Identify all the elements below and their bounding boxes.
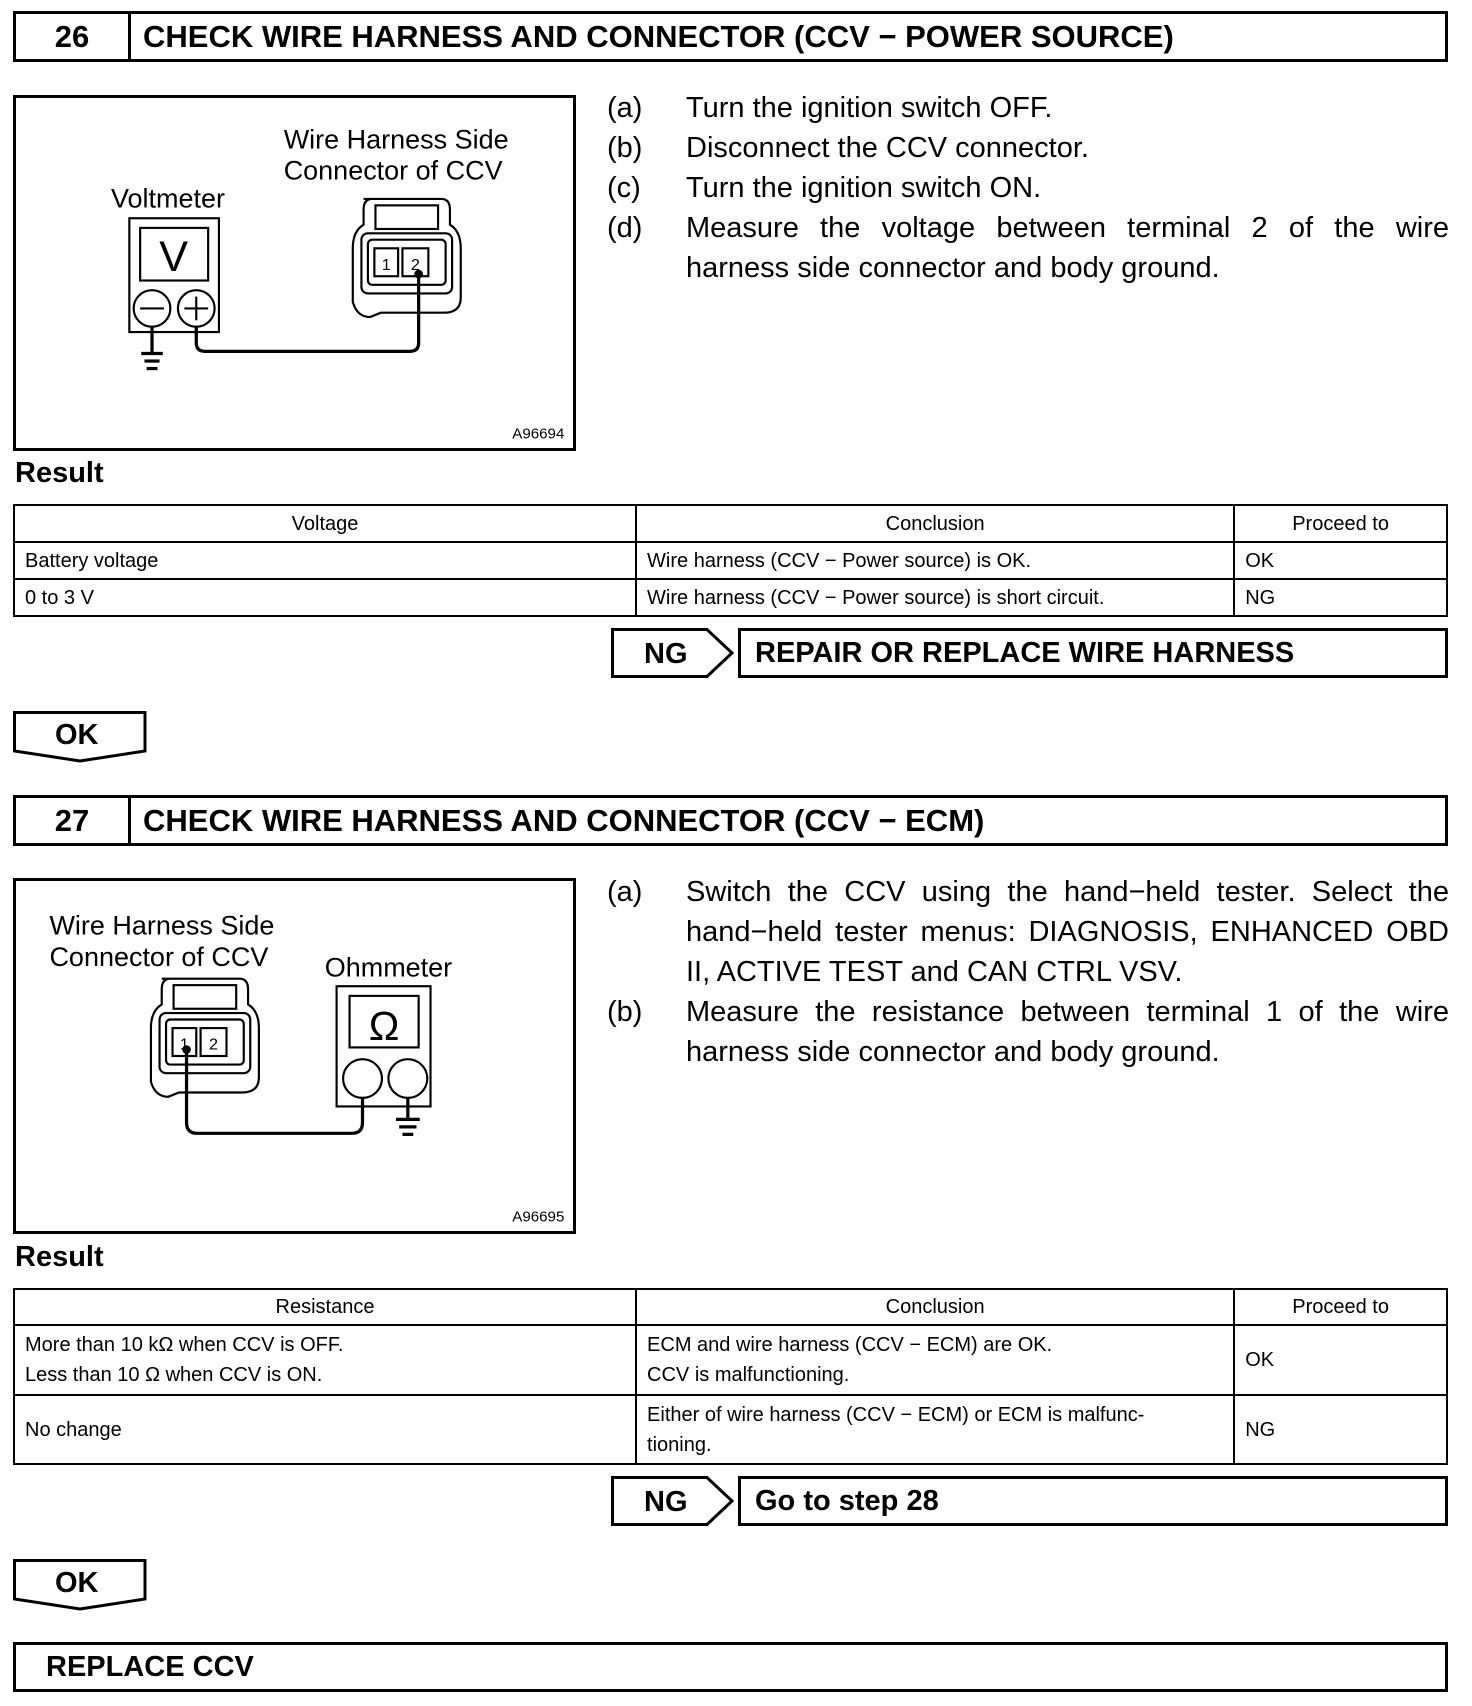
table-cell: 0 to 3 V xyxy=(14,579,636,616)
instruction-label: (b) xyxy=(607,132,643,164)
step-26-header xyxy=(13,11,1448,62)
pin-2-label: 2 xyxy=(410,255,420,274)
column-header: Conclusion xyxy=(636,505,1234,542)
column-header: Conclusion xyxy=(636,1289,1234,1325)
result-table xyxy=(13,504,1448,617)
step-number: 26 xyxy=(16,14,131,59)
table-cell: NG xyxy=(1234,579,1447,616)
ok-label: OK xyxy=(55,719,99,751)
ok-arrow-icon xyxy=(13,1559,149,1611)
table-cell xyxy=(636,1395,1234,1464)
ng-arrow-icon xyxy=(611,1476,736,1526)
connector-label-line1: Wire Harness Side xyxy=(49,910,275,941)
table-cell: OK xyxy=(1234,542,1447,579)
pin-1-label: 1 xyxy=(381,255,391,274)
ohmmeter-diagram xyxy=(13,878,576,1234)
table-cell: OK xyxy=(1234,1325,1447,1395)
result-heading: Result xyxy=(15,457,104,489)
ng-action-box: Go to step 28 xyxy=(738,1476,1448,1526)
connector-label-line2: Connector of CCV xyxy=(283,155,503,186)
connector-label-line2: Connector of CCV xyxy=(49,941,269,972)
pin-2-label: 2 xyxy=(209,1035,219,1054)
instruction-item xyxy=(607,872,1449,992)
cell-line: CCV is malfunctioning. xyxy=(647,1364,850,1386)
step-26-instructions xyxy=(607,88,1449,288)
cell-line: Less than 10 Ω when CCV is ON. xyxy=(25,1364,323,1386)
step-number: 27 xyxy=(16,798,131,843)
table-cell: Wire harness (CCV − Power source) is short circuit. xyxy=(636,579,1234,616)
table-cell xyxy=(14,1325,636,1395)
instruction-item xyxy=(607,128,1449,168)
step-title: CHECK WIRE HARNESS AND CONNECTOR (CCV − ECM) xyxy=(143,802,985,838)
step-27-instructions xyxy=(607,872,1449,1072)
step-27-header xyxy=(13,795,1448,846)
ng-action-box: REPAIR OR REPLACE WIRE HARNESS xyxy=(738,628,1448,678)
instruction-label: (a) xyxy=(607,876,643,908)
table-cell: No change xyxy=(14,1395,636,1464)
table-row xyxy=(14,1325,1447,1395)
step-title: CHECK WIRE HARNESS AND CONNECTOR (CCV − POWER SOURCE) xyxy=(143,18,1174,54)
column-header: Proceed to xyxy=(1234,505,1447,542)
result-heading: Result xyxy=(15,1241,104,1273)
instruction-label: (d) xyxy=(607,212,643,244)
table-cell: Battery voltage xyxy=(14,542,636,579)
ohmmeter-label: Ohmmeter xyxy=(324,952,453,983)
meter-symbol: V xyxy=(159,232,188,281)
connector-icon xyxy=(151,979,259,1097)
instruction-text: Disconnect the CCV connector. xyxy=(686,132,1089,164)
instruction-label: (a) xyxy=(607,92,643,124)
figure-code: A96694 xyxy=(512,425,565,443)
instruction-text: Turn the ignition switch ON. xyxy=(686,172,1042,204)
table-row xyxy=(14,1395,1447,1464)
table-cell xyxy=(636,1325,1234,1395)
column-header: Voltage xyxy=(14,505,636,542)
voltmeter-diagram xyxy=(13,95,576,451)
table-cell: NG xyxy=(1234,1395,1447,1464)
instruction-text: Switch the CCV using the hand−held tester. Select the hand−held tester menus: DIAGNOSIS, ENHANCED OBD II, ACTIVE TEST and CAN CTRL VSV. xyxy=(686,876,1449,988)
ng-label: NG xyxy=(644,1486,688,1518)
table-row xyxy=(14,579,1447,616)
connector-label-line1: Wire Harness Side xyxy=(283,124,509,155)
meter-symbol: Ω xyxy=(368,1002,400,1049)
instruction-label: (c) xyxy=(607,172,641,204)
instruction-text: Turn the ignition switch OFF. xyxy=(686,92,1053,124)
cell-line: tioning. xyxy=(647,1433,712,1456)
ok-label: OK xyxy=(55,1567,99,1599)
table-header-row xyxy=(14,505,1447,542)
instruction-item xyxy=(607,208,1449,288)
table-cell: Wire harness (CCV − Power source) is OK. xyxy=(636,542,1234,579)
instruction-text: Measure the resistance between terminal 1 of the wire harness side connector and body ground. xyxy=(686,996,1449,1068)
voltmeter-label: Voltmeter xyxy=(110,183,225,214)
ground-icon xyxy=(396,1098,420,1135)
instruction-label: (b) xyxy=(607,996,643,1028)
result-table xyxy=(13,1288,1448,1465)
column-header: Proceed to xyxy=(1234,1289,1447,1325)
cell-line: Either of wire harness (CCV − ECM) or ECM is malfunc- xyxy=(647,1403,1145,1426)
cell-line: ECM and wire harness (CCV − ECM) are OK. xyxy=(647,1334,1053,1356)
instruction-item xyxy=(607,168,1449,208)
instruction-text: Measure the voltage between terminal 2 of the wire harness side connector and body ground. xyxy=(686,212,1449,284)
instruction-item xyxy=(607,992,1449,1072)
cell-line: More than 10 kΩ when CCV is OFF. xyxy=(25,1334,344,1356)
column-header: Resistance xyxy=(14,1289,636,1325)
ng-arrow-icon xyxy=(611,628,736,678)
connector-icon xyxy=(353,199,461,317)
pin-1-label: 1 xyxy=(179,1035,189,1054)
figure-code: A96695 xyxy=(512,1208,565,1226)
table-header-row xyxy=(14,1289,1447,1325)
instruction-item xyxy=(607,88,1449,128)
final-action-box: REPLACE CCV xyxy=(13,1642,1448,1692)
table-row xyxy=(14,542,1447,579)
ok-arrow-icon xyxy=(13,711,149,763)
ng-label: NG xyxy=(644,638,688,670)
